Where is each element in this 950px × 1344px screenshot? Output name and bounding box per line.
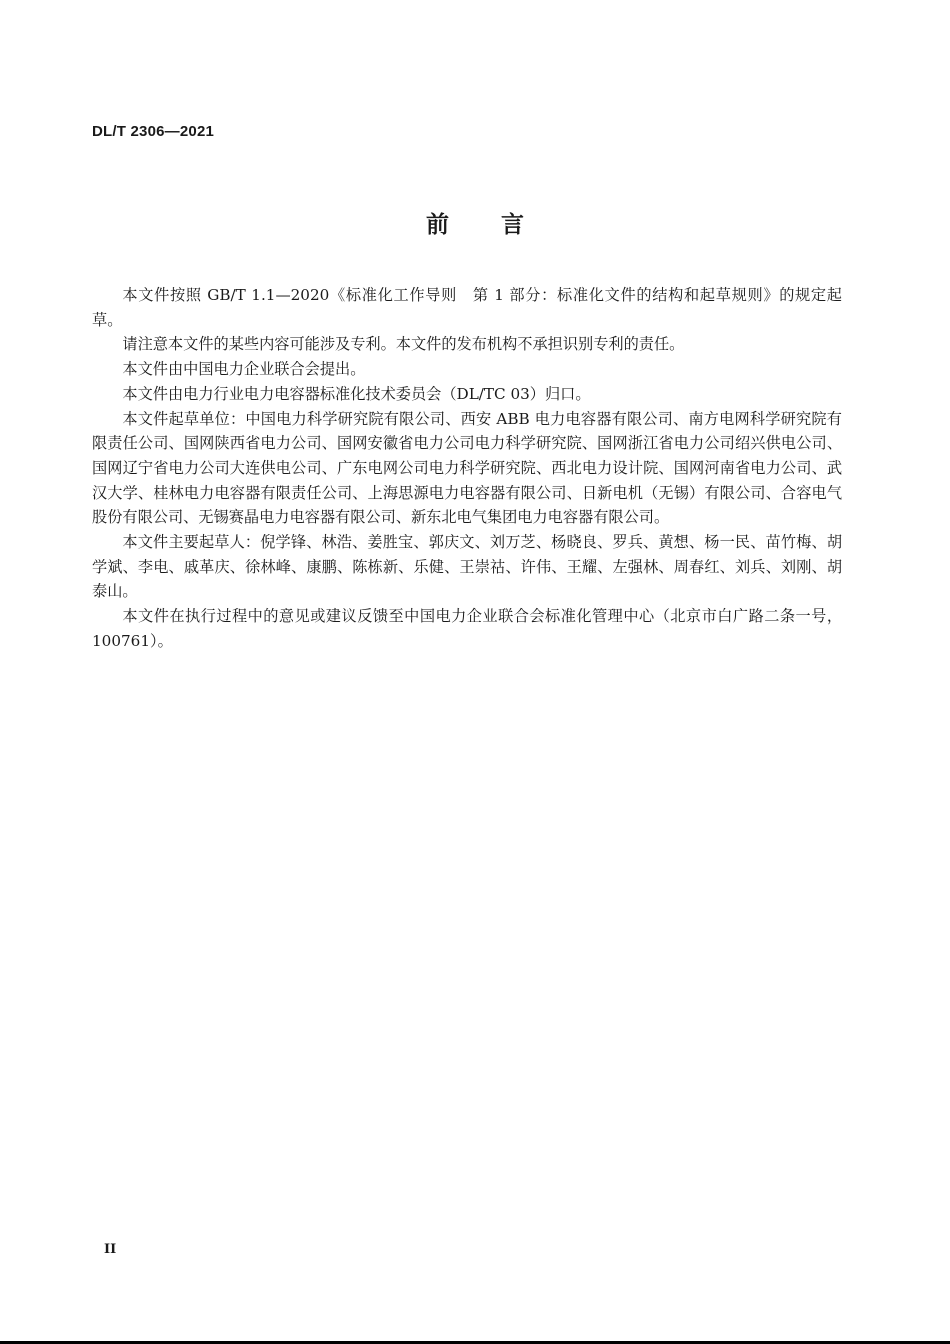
paragraph-drafting-rules: 本文件按照 GB/T 1.1—2020《标准化工作导则 第 1 部分：标准化文件的结构和起草规则》的规定起草。 <box>92 286 842 329</box>
paragraph-drafting-organizations: 本文件起草单位：中国电力科学研究院有限公司、西安 ABB 电力电容器有限公司、南方电网科学研究院有限责任公司、国网陕西省电力公司、国网安徽省电力公司电力科学研究院、国网浙江省电力公司绍兴供电公司、国网辽宁省电力公司大连供电公司、广东电网公司电力科学研究院、西北电力设计院、国网河南省电力公司、武汉大学、桂林电力电容器有限责任公司、上海思源电力电容器有限公司、日新电机（无锡）有限公司、合容电气股份有限公司、无锡赛晶电力电容器有限公司、新东北电气集团电力电容器有限公司。 <box>92 409 842 527</box>
standard-code: DL/T 2306—2021 <box>92 123 215 140</box>
paragraph-main-drafters: 本文件主要起草人：倪学锋、林浩、姜胜宝、郭庆文、刘万芝、杨晓良、罗兵、黄想、杨一民、苗竹梅、胡学斌、李电、戚革庆、徐林峰、康鹏、陈栋新、乐健、王崇祜、许伟、王耀、左强林、周春红、刘兵、刘刚、胡泰山。 <box>92 533 842 601</box>
foreword-body <box>92 283 842 654</box>
paragraph-feedback: 本文件在执行过程中的意见或建议反馈至中国电力企业联合会标准化管理中心（北京市白广路二条一号，100761）。 <box>92 607 842 650</box>
paragraph-managed-by: 本文件由电力行业电力电容器标准化技术委员会（DL/TC 03）归口。 <box>122 384 591 403</box>
page-number: II <box>104 1242 117 1257</box>
paragraph-proposed-by: 本文件由中国电力企业联合会提出。 <box>122 360 366 379</box>
paragraph-patent-notice: 请注意本文件的某些内容可能涉及专利。本文件的发布机构不承担识别专利的责任。 <box>122 335 685 354</box>
page-title: 前言 <box>426 212 576 238</box>
